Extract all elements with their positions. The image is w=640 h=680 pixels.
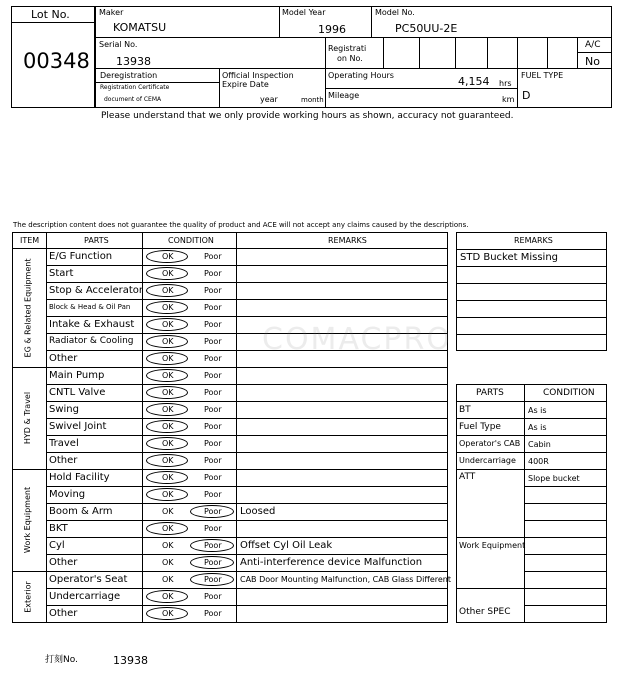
row-part: Other (49, 607, 78, 619)
serial-value: 13938 (116, 55, 151, 68)
poor-option: Poor (204, 558, 222, 567)
row-part: Travel (49, 437, 79, 449)
ok-option: OK (162, 354, 174, 363)
ok-option: OK (162, 490, 174, 499)
att-value: Slope bucket (528, 474, 580, 483)
condition-selected-mark (146, 522, 188, 535)
month-label: month (301, 96, 324, 104)
mileage-label: Mileage (328, 91, 360, 100)
ok-option: OK (162, 558, 174, 567)
km-label: km (502, 95, 515, 104)
row-part: Boom & Arm (49, 505, 113, 517)
ok-option: OK (162, 320, 174, 329)
undercarriage-value: 400R (528, 457, 549, 466)
row-part: Stop & Accelerator (49, 284, 144, 296)
disclaimer-text: The description content does not guarantee the quality of product and ACE will not accept any claims caused by the descriptions. (13, 221, 469, 229)
condition-selected-mark (146, 488, 188, 501)
operating-hours-value: 4,154 (458, 75, 490, 88)
condition-selected-mark (190, 539, 234, 552)
row-part: Operator's Seat (49, 573, 128, 585)
ok-option: OK (162, 609, 174, 618)
undercarriage-label: Undercarriage (459, 456, 516, 465)
poor-option: Poor (204, 422, 222, 431)
hrs-label: hrs (499, 79, 512, 88)
work-equipment-label: Work Equipment (459, 541, 526, 550)
table-row (46, 435, 448, 452)
condition-selected-mark (146, 437, 188, 450)
ac-label: A/C (585, 40, 601, 50)
model-no-value: PC50UU-2E (395, 22, 458, 35)
poor-option: Poor (204, 405, 222, 414)
year-label: year (260, 95, 278, 104)
group-label: HYD & Travel (23, 391, 32, 445)
watermark: COMACPRO (262, 322, 452, 357)
ok-option: OK (162, 592, 174, 601)
ok-option: OK (162, 252, 174, 261)
condition-selected-mark (146, 301, 188, 314)
lot-number: 00348 (23, 49, 90, 73)
poor-option: Poor (204, 354, 222, 363)
condition-selected-mark (146, 607, 188, 620)
condition-selected-mark (146, 403, 188, 416)
other-spec-label: Other SPEC (459, 607, 511, 617)
condition-selected-mark (146, 454, 188, 467)
model-year-value: 1996 (318, 23, 346, 36)
header-remarks: REMARKS (328, 236, 367, 245)
ok-option: OK (162, 524, 174, 533)
stamp-number: 13938 (113, 654, 148, 667)
row-part: Radiator & Cooling (49, 336, 134, 346)
row-remark: Offset Cyl Oil Leak (240, 539, 333, 551)
registration-certificate-label: Registration Certificate (100, 84, 170, 91)
ok-option: OK (162, 473, 174, 482)
operator-cab-value: Cabin (528, 440, 551, 449)
ok-option: OK (162, 388, 174, 397)
row-part: Intake & Exhaust (49, 318, 135, 330)
table-row (46, 452, 448, 469)
inspection-label: Official Inspection (222, 71, 294, 80)
poor-option: Poor (204, 473, 222, 482)
row-part: Swivel Joint (49, 420, 107, 432)
row-part: Main Pump (49, 369, 105, 381)
bt-value: As is (528, 406, 547, 415)
row-part: Undercarriage (49, 590, 121, 602)
right-parts-header: PARTS (476, 388, 504, 398)
ok-option: OK (162, 541, 174, 550)
model-year-label: Model Year (282, 8, 326, 17)
poor-option: Poor (204, 303, 222, 312)
condition-selected-mark (146, 369, 188, 382)
poor-option: Poor (204, 575, 222, 584)
ok-option: OK (162, 439, 174, 448)
header-item: ITEM (20, 236, 40, 245)
poor-option: Poor (204, 592, 222, 601)
att-label: ATT (459, 472, 476, 482)
model-no-label: Model No. (375, 8, 415, 17)
row-part: CNTL Valve (49, 386, 106, 398)
condition-selected-mark (146, 250, 188, 263)
condition-selected-mark (190, 505, 234, 518)
poor-option: Poor (204, 269, 222, 278)
deregistration-label: Deregistration (100, 71, 158, 80)
condition-selected-mark (146, 590, 188, 603)
hours-notice: Please understand that we only provide working hours as shown, accuracy not guaranteed. (101, 111, 514, 121)
header-parts: PARTS (84, 236, 109, 245)
table-row (46, 486, 448, 503)
table-row (46, 265, 448, 282)
fuel-type-value: D (522, 89, 531, 102)
row-part: BKT (49, 522, 68, 534)
right-remarks-header: REMARKS (514, 236, 553, 245)
row-part: Block & Head & Oil Pan (49, 303, 131, 311)
registration-label: Registrati (328, 44, 367, 53)
ok-option: OK (162, 303, 174, 312)
poor-option: Poor (204, 286, 222, 295)
row-part: Other (49, 352, 78, 364)
fuel-type-row-label: Fuel Type (459, 422, 501, 432)
poor-option: Poor (204, 507, 222, 516)
right-condition-header: CONDITION (543, 388, 595, 398)
table-row (46, 384, 448, 401)
poor-option: Poor (204, 609, 222, 618)
poor-option: Poor (204, 388, 222, 397)
ok-option: OK (162, 337, 174, 346)
row-part: Other (49, 556, 78, 568)
group-label: Exterior (23, 580, 32, 613)
group-label: EG & Related Equipment (23, 258, 32, 357)
poor-option: Poor (204, 490, 222, 499)
condition-selected-mark (146, 284, 188, 297)
condition-selected-mark (190, 573, 234, 586)
operator-cab-label: Operator's CAB (459, 439, 521, 448)
row-remark: Anti-interference device Malfunction (240, 556, 423, 568)
condition-selected-mark (146, 335, 188, 348)
condition-selected-mark (146, 386, 188, 399)
ok-option: OK (162, 286, 174, 295)
ok-option: OK (162, 405, 174, 414)
header-condition: CONDITION (168, 236, 214, 245)
condition-selected-mark (190, 556, 234, 569)
row-part: Swing (49, 403, 79, 415)
condition-selected-mark (146, 352, 188, 365)
poor-option: Poor (204, 320, 222, 329)
row-part: E/G Function (49, 250, 113, 262)
poor-option: Poor (204, 252, 222, 261)
maker-value: KOMATSU (113, 21, 167, 34)
right-remark-1: STD Bucket Missing (460, 252, 559, 263)
ok-option: OK (162, 507, 174, 516)
row-part: Hold Facility (49, 471, 110, 483)
row-part: Start (49, 267, 74, 279)
poor-option: Poor (204, 439, 222, 448)
registration-label-2: on No. (337, 54, 363, 63)
condition-selected-mark (146, 318, 188, 331)
group-label: Work Equipment (23, 486, 32, 554)
serial-label: Serial No. (99, 40, 138, 49)
ok-option: OK (162, 422, 174, 431)
table-row (46, 520, 448, 537)
ok-option: OK (162, 575, 174, 584)
cema-label: document of CEMA (104, 96, 162, 103)
poor-option: Poor (204, 541, 222, 550)
table-row (46, 401, 448, 418)
maker-label: Maker (99, 8, 124, 17)
row-remark: CAB Door Mounting Malfunction, CAB Glass Different (240, 574, 452, 584)
row-part: Cyl (49, 539, 65, 551)
poor-option: Poor (204, 524, 222, 533)
fuel-type-label: FUEL TYPE (521, 71, 564, 80)
row-part: Other (49, 454, 78, 466)
condition-selected-mark (146, 267, 188, 280)
row-remark: Loosed (240, 505, 276, 517)
ok-option: OK (162, 269, 174, 278)
ac-value: No (585, 55, 600, 68)
fuel-type-row-value: As is (528, 423, 547, 432)
poor-option: Poor (204, 371, 222, 380)
stamp-label: 打刻No. (45, 655, 78, 665)
poor-option: Poor (204, 456, 222, 465)
condition-selected-mark (146, 420, 188, 433)
bt-label: BT (459, 405, 471, 415)
lot-label: Lot No. (31, 8, 70, 21)
operating-hours-label: Operating Hours (328, 71, 394, 80)
condition-selected-mark (146, 471, 188, 484)
poor-option: Poor (204, 337, 222, 346)
ok-option: OK (162, 456, 174, 465)
expire-date-label: Expire Date (222, 80, 269, 89)
table-row (46, 367, 448, 384)
row-part: Moving (49, 488, 86, 500)
table-row (46, 605, 448, 622)
ok-option: OK (162, 371, 174, 380)
